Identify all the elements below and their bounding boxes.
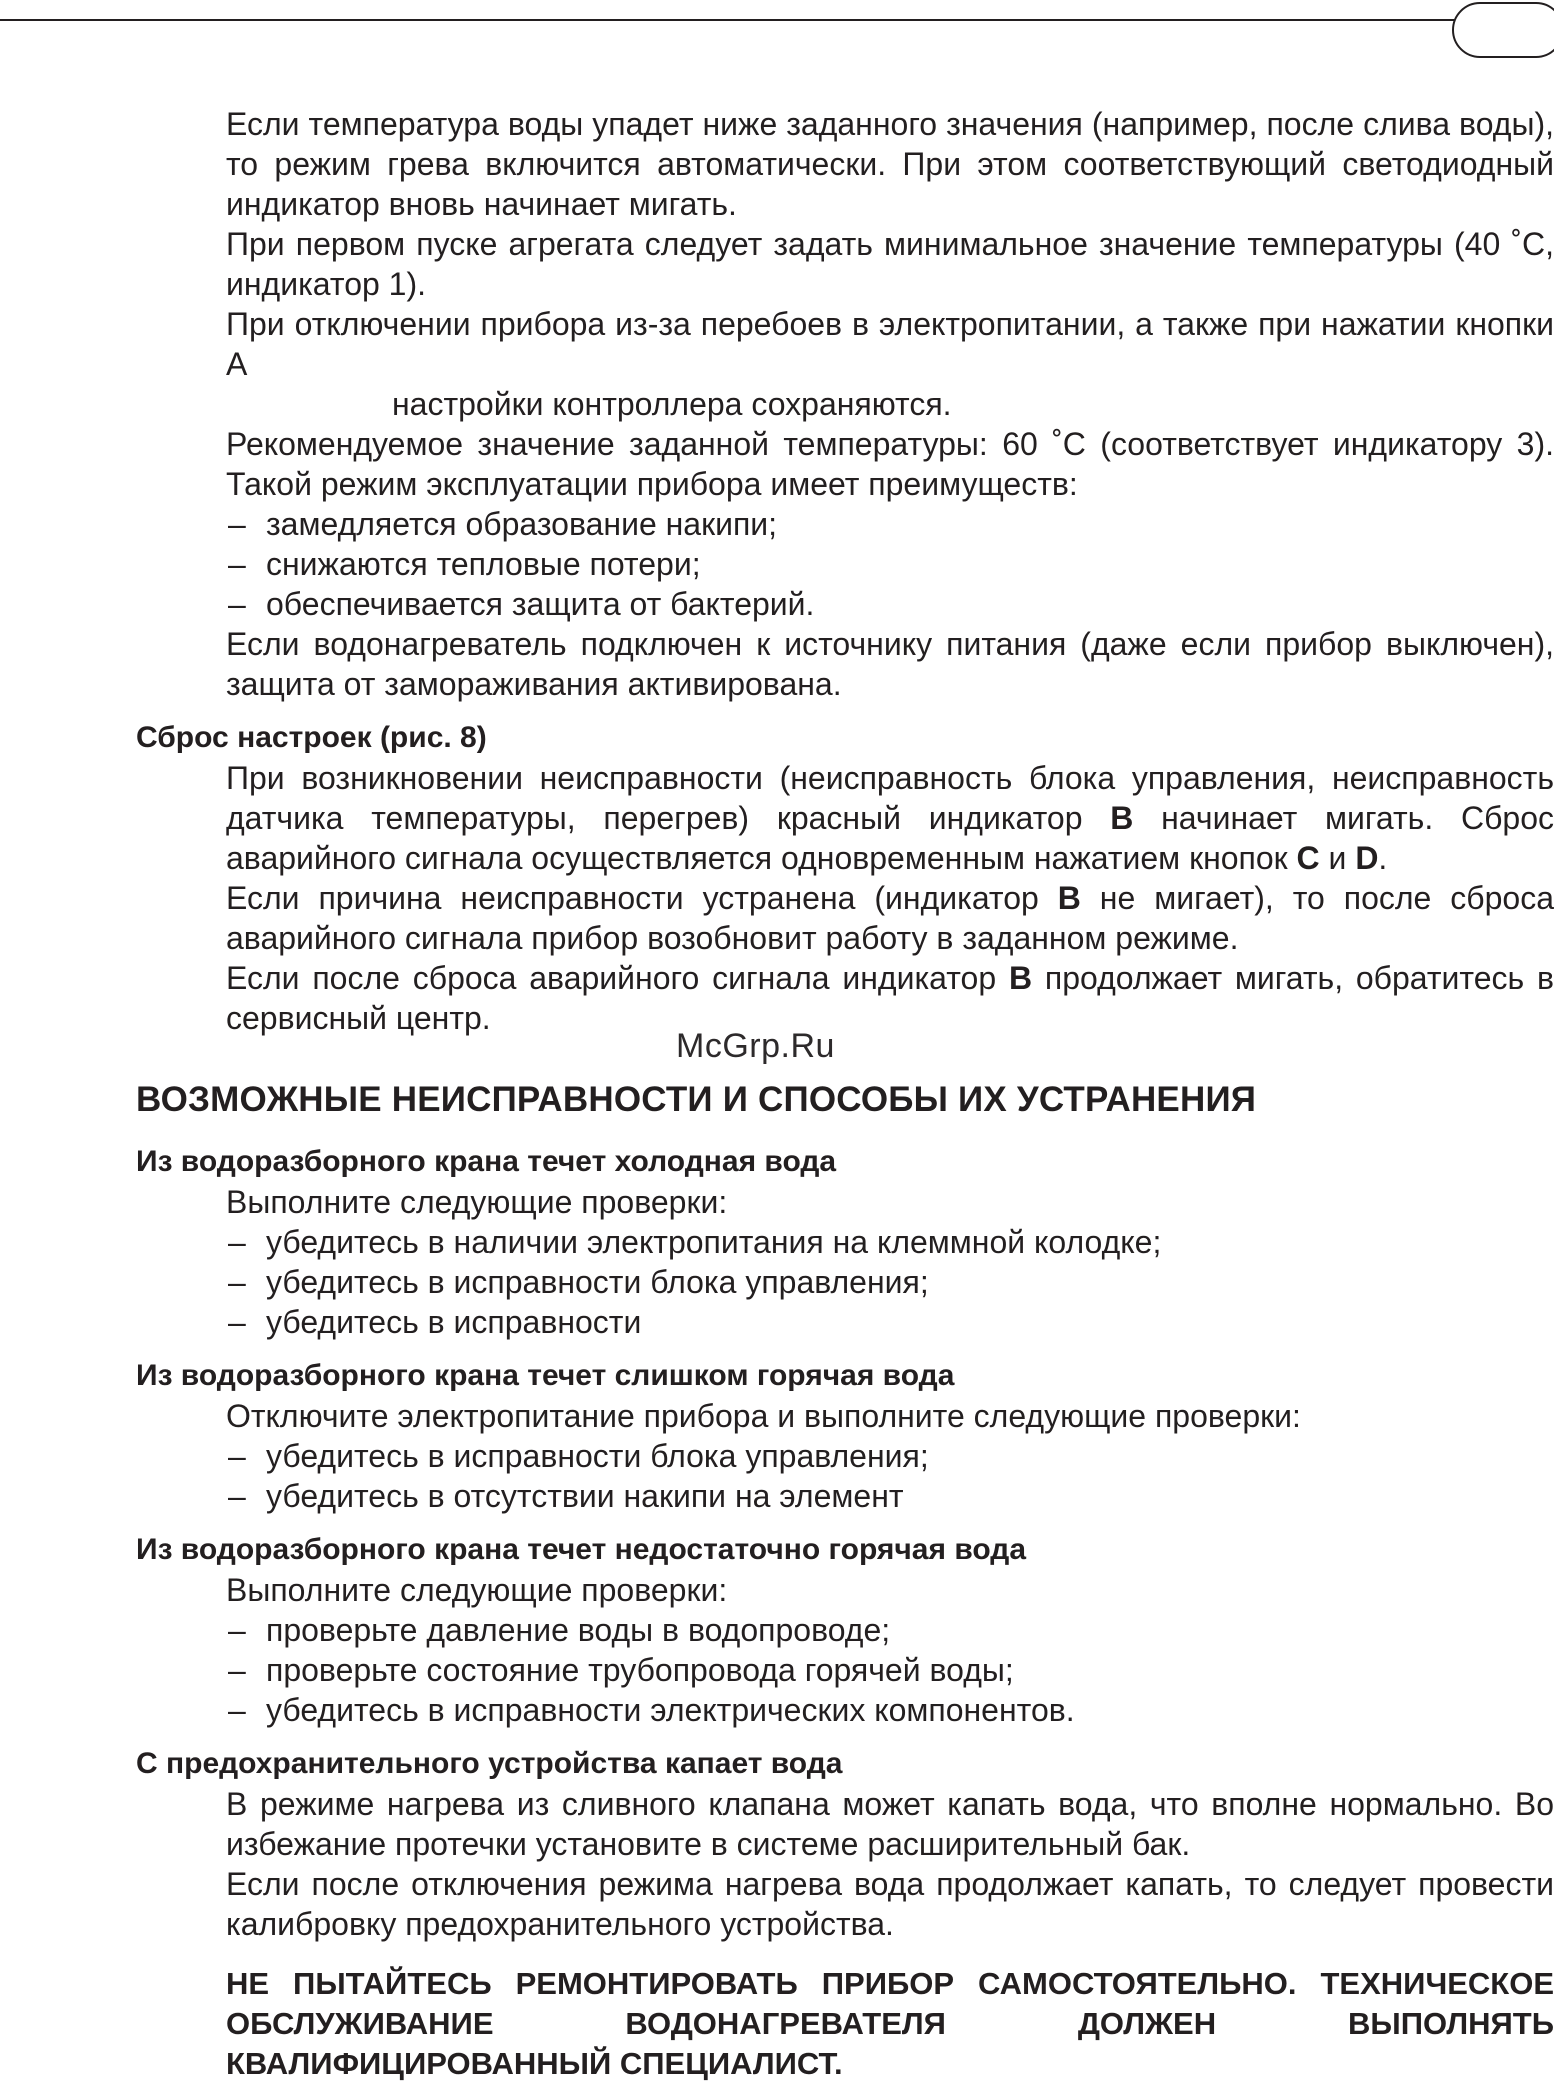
paragraph-drip-calibration: Если после отключения режима нагрева вода продолжает капать, то следует провести калибровку предохранительного устройства.: [226, 1866, 1554, 1942]
paragraph-frost-protection: Если водонагреватель подключен к источнику питания (даже если прибор выключен), защита от замораживания активирована.: [226, 626, 1554, 702]
list-item: – убедитесь в исправности: [228, 1304, 642, 1340]
list-item: – снижаются тепловые потери;: [228, 546, 701, 582]
indicator-b-label: B: [1008, 960, 1033, 996]
indicator-b-label: B: [1057, 880, 1081, 916]
heading-troubleshooting: ВОЗМОЖНЫЕ НЕИСПРАВНОСТИ И СПОСОБЫ ИХ УСТРАНЕНИЯ: [136, 1080, 1257, 1119]
watermark-text: McGrp.Ru: [676, 1027, 835, 1065]
paragraph-reset-fault: При возникновении неисправности (неисправность блока управления, неисправность датчика температуры, перегрев) красный индикатор B начинает мигать. Сброс аварийного сигнала осуществляется одновременным нажатием кнопок C и D.: [226, 760, 1554, 876]
heading-too-hot-water: Из водоразборного крана течет слишком горячая вода: [136, 1359, 955, 1392]
list-item: – убедитесь в отсутствии накипи на элемент: [228, 1478, 904, 1514]
paragraph-checks-intro: Выполните следующие проверки:: [226, 1184, 728, 1220]
heading-not-hot-enough: Из водоразборного крана течет недостаточно горячая вода: [136, 1533, 1027, 1566]
list-item: – убедитесь в исправности электрических компонентов.: [228, 1692, 1075, 1728]
list-item: – убедитесь в исправности блока управления;: [228, 1438, 929, 1474]
power-failure-line1: При отключении прибора из-за перебоев в электропитании, а также при нажатии кнопки А: [226, 306, 1554, 382]
warning-notice: НЕ ПЫТАЙТЕСЬ РЕМОНТИРОВАТЬ ПРИБОР САМОСТОЯТЕЛЬНО. ТЕХНИЧЕСКОЕ ОБСЛУЖИВАНИЕ ВОДОНАГРЕВАТЕЛЯ ДОЛЖЕН ВЫПОЛНЯТЬ КВАЛИФИЦИРОВАННЫЙ СПЕЦИАЛИСТ.: [226, 1966, 1554, 2081]
paragraph-temperature-drop: Если температура воды упадет ниже заданного значения (например, после слива воды), то режим грева включится автоматически. При этом соответствующий светодиодный индикатор вновь начинает мигать.: [226, 106, 1554, 222]
paragraph-drip-normal: В режиме нагрева из сливного клапана может капать вода, что вполне нормально. Во избежание протечки установите в системе расширительный бак.: [226, 1786, 1554, 1862]
indicator-b-label: B: [1110, 800, 1134, 836]
paragraph-reset-service: Если после сброса аварийного сигнала индикатор B продолжает мигать, обратитесь в сервисный центр.: [226, 960, 1554, 1036]
heading-cold-water: Из водоразборного крана течет холодная вода: [136, 1145, 837, 1178]
paragraph-recommended-temp: Рекомендуемое значение заданной температуры: 60 ˚С (соответствует индикатору 3). Такой режим эксплуатации прибора имеет преимуществ:: [226, 426, 1554, 502]
list-item: – убедитесь в исправности блока управления;: [228, 1264, 929, 1300]
heading-reset-settings: Сброс настроек (рис. 8): [136, 721, 487, 754]
list-item: – убедитесь в наличии электропитания на клеммной колодке;: [228, 1224, 1162, 1260]
power-failure-line2: настройки контроллера сохраняются.: [392, 386, 952, 422]
button-c-label: C: [1296, 840, 1320, 876]
list-item: – обеспечивается защита от бактерий.: [228, 586, 815, 622]
page-content: [0, 104, 1554, 2084]
paragraph-reset-resolved: Если причина неисправности устранена (индикатор B не мигает), то после сброса аварийного сигнала прибор возобновит работу в заданном режиме.: [226, 880, 1554, 956]
paragraph-checks-intro: Отключите электропитание прибора и выполните следующие проверки:: [226, 1398, 1301, 1434]
heading-safety-valve-drip: С предохранительного устройства капает вода: [136, 1747, 843, 1780]
list-item: – замедляется образование накипи;: [228, 506, 778, 542]
list-item: – проверьте состояние трубопровода горячей воды;: [228, 1652, 1014, 1688]
paragraph-first-start: При первом пуске агрегата следует задать минимальное значение температуры (40 ˚С, индикатор 1).: [226, 226, 1554, 302]
page-number-tab: [1452, 2, 1554, 58]
paragraph-checks-intro: Выполните следующие проверки:: [226, 1572, 728, 1608]
header-rule: [0, 19, 1460, 21]
list-item: – проверьте давление воды в водопроводе;: [228, 1612, 891, 1648]
paragraph-power-failure: [226, 304, 1554, 424]
button-d-label: D: [1355, 840, 1379, 876]
